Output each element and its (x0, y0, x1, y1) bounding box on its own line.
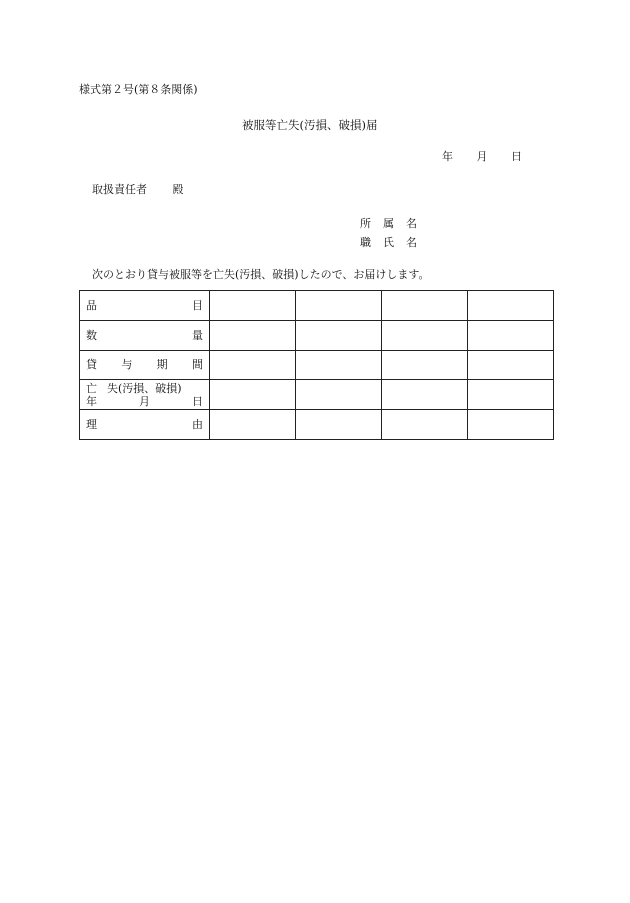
report-table (79, 290, 554, 440)
position-name-label: 職 氏 名 (360, 236, 417, 249)
addressee-name: 取扱責任者 (92, 183, 147, 196)
table-cell[interactable] (382, 320, 468, 350)
table-cell[interactable] (210, 410, 296, 440)
document-title: 被服等亡失(汚損、破損)届 (242, 118, 378, 132)
date-day: 日 (511, 150, 522, 163)
date-year: 年 (442, 150, 453, 163)
table-cell[interactable] (210, 350, 296, 380)
table-row (80, 410, 554, 440)
date-line (442, 150, 522, 164)
table-cell[interactable] (382, 291, 468, 321)
table-cell[interactable] (382, 410, 468, 440)
table-cell[interactable] (382, 350, 468, 380)
table-cell[interactable] (468, 380, 554, 410)
table-cell[interactable] (296, 410, 382, 440)
form-number: 様式第２号(第８条関係) (79, 83, 198, 96)
table-cell[interactable] (296, 350, 382, 380)
row-label-loan-period: 貸 与 期 間 (80, 350, 210, 380)
table-row (80, 320, 554, 350)
table-row (80, 380, 554, 410)
table-cell[interactable] (296, 320, 382, 350)
table-cell[interactable] (210, 380, 296, 410)
date-month: 月 (476, 150, 488, 163)
table-row (80, 291, 554, 321)
table-cell[interactable] (296, 291, 382, 321)
table-cell[interactable] (468, 350, 554, 380)
table-cell[interactable] (210, 320, 296, 350)
row-label-reason: 理 由 (80, 410, 210, 440)
table-cell[interactable] (210, 291, 296, 321)
affiliation-label: 所 属 名 (360, 217, 417, 230)
addressee-line (92, 183, 184, 197)
table-cell[interactable] (468, 410, 554, 440)
row-label-quantity: 数 量 (80, 320, 210, 350)
table-cell[interactable] (468, 291, 554, 321)
row-label-loss-date: 亡 失(汚損、破損) 年 月 日 (80, 380, 210, 410)
body-text: 次のとおり貸与被服等を亡失(汚損、破損)したので、お届けします。 (92, 268, 430, 281)
table-cell[interactable] (468, 320, 554, 350)
table-row (80, 350, 554, 380)
row-label-item: 品 目 (80, 291, 210, 321)
addressee-suffix: 殿 (172, 183, 184, 196)
table-cell[interactable] (296, 380, 382, 410)
table-cell[interactable] (382, 380, 468, 410)
